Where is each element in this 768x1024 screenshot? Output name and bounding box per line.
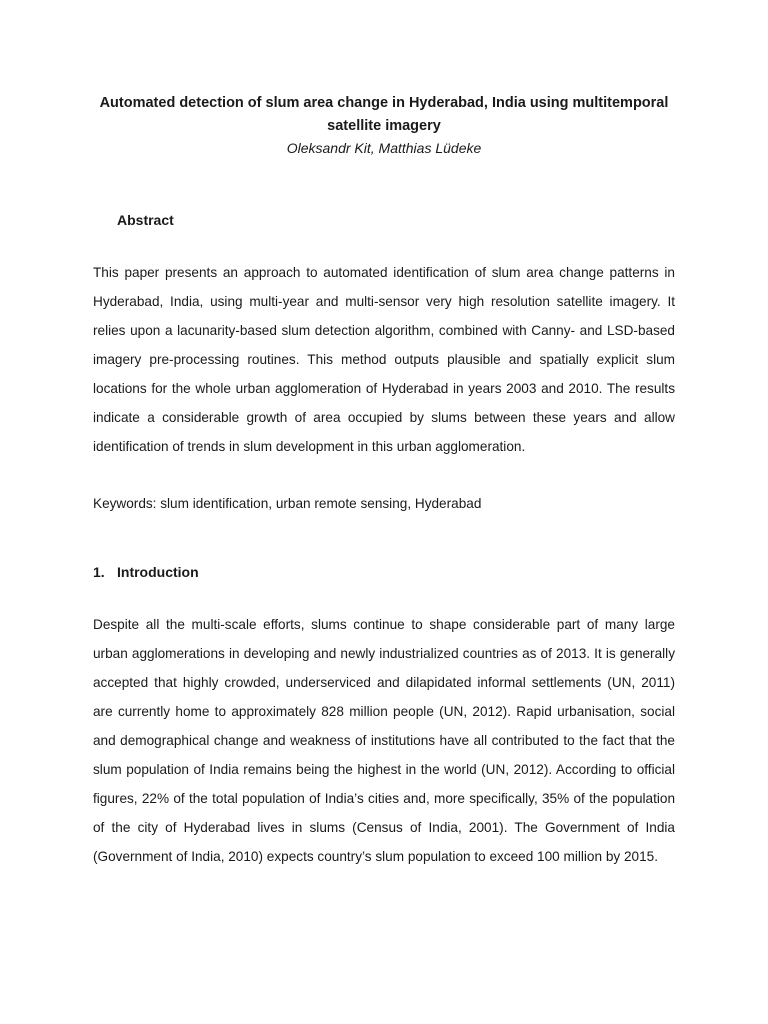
introduction-text: Despite all the multi-scale efforts, slums continue to shape considerable part of many large urban agglomerations in developing and newly industrialized countries as of 2013. It is generally accepted that highly crowded, underserviced and dilapidated informal settlements (UN, 2011) are currently home to approximately 828 million people (UN, 2012). Rapid urbanisation, social and demographical change and weakness of institutions have all contributed to the fact that the slum population of India remains being the highest in the world (UN, 2012). According to official figures, 22% of the total population of India’s cities and, more specifically, 35% of the population of the city of Hyderabad lives in slums (Census of India, 2001). The Government of India (Government of India, 2010) expects country’s slum population to exceed 100 million by 2015.: [93, 617, 675, 864]
keywords-line: Keywords: slum identification, urban remote sensing, Hyderabad: [93, 496, 482, 511]
section-title: Introduction: [117, 564, 199, 580]
section-heading-introduction: [93, 564, 199, 580]
section-number: 1.: [93, 564, 105, 580]
abstract-text: This paper presents an approach to automated identification of slum area change patterns in Hyderabad, India, using multi-year and multi-sensor very high resolution satellite imagery. It relies upon a lacunarity-based slum detection algorithm, combined with Canny- and LSD-based imagery pre-processing routines. This method outputs plausible and spatially explicit slum locations for the whole urban agglomeration of Hyderabad in years 2003 and 2010. The results indicate a considerable growth of area occupied by slums between these years and allow identification of trends in slum development in this urban agglomeration.: [93, 265, 675, 454]
title-block: [93, 92, 675, 158]
paper-authors: Oleksandr Kit, Matthias Lüdeke: [286, 140, 482, 156]
paper-title: Automated detection of slum area change in Hyderabad, India using multitemporal satellite imagery: [99, 95, 669, 134]
abstract-heading: Abstract: [117, 212, 174, 228]
